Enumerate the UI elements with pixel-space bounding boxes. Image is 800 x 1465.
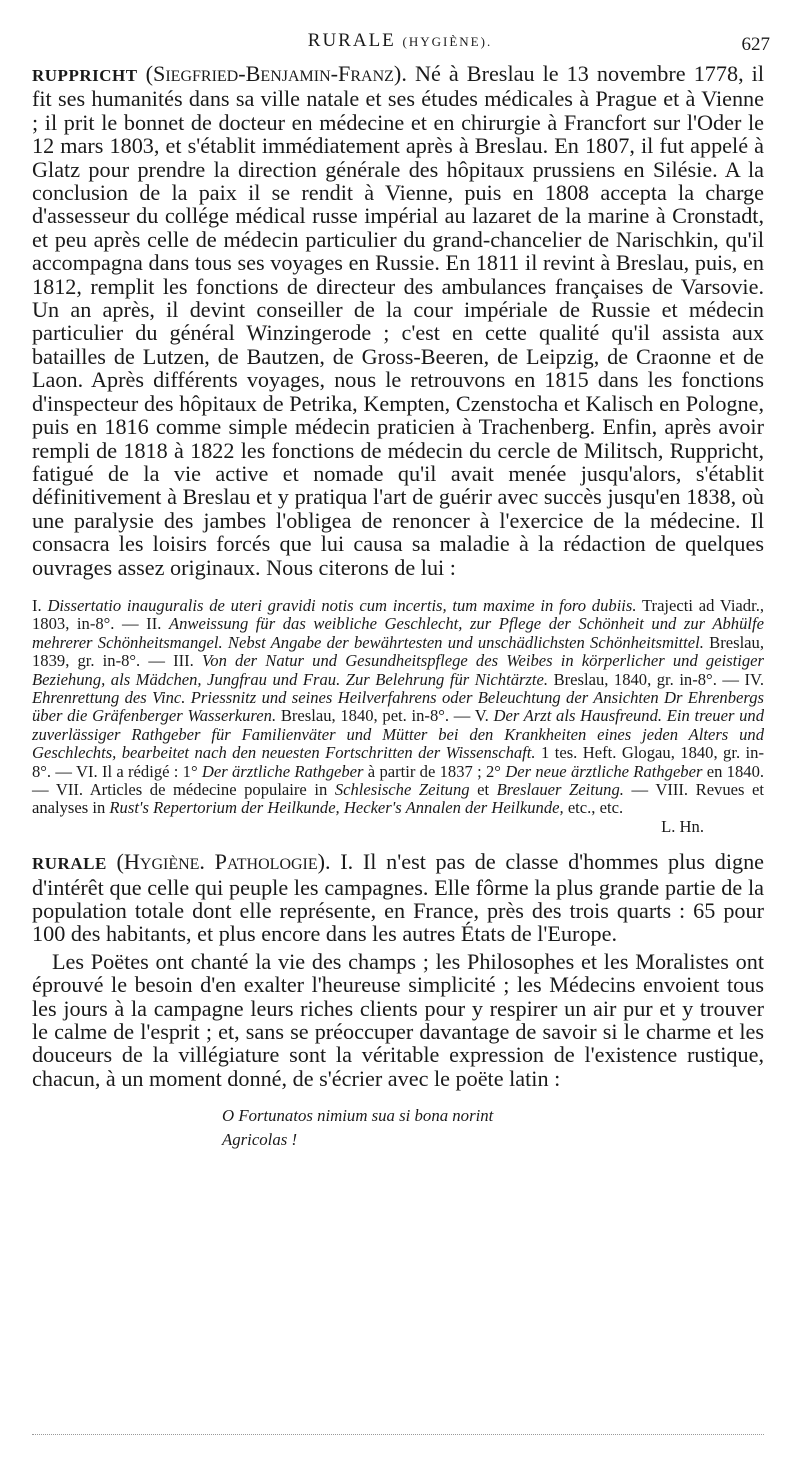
running-title <box>30 30 770 52</box>
biblio-num: III. <box>173 651 194 671</box>
biblio-details: Revues et analyses in <box>32 780 765 818</box>
biblio-details: et <box>469 780 497 799</box>
page-header <box>30 30 770 60</box>
page-number: 627 <box>741 34 770 55</box>
biblio-title: Der ärztliche Rathgeber <box>201 761 364 781</box>
biblio-title: Schlesische Zeitung <box>334 780 470 799</box>
biblio-num: II. <box>146 614 162 634</box>
bibliography <box>32 597 764 818</box>
biblio-num: VII. <box>55 780 84 799</box>
biblio-details: 1 tes. Heft. Glogau, 1840, gr. in-8°. — <box>32 743 764 781</box>
biblio-details: etc., etc. <box>563 798 624 818</box>
biblio-title: Ehrenrettung des Vinc. Priessnitz und seines Heilverfahrens oder Beleuchtung der Ansichten Dr Ehrenbergs über die Gräfenberger Wasserkuren. <box>32 687 764 726</box>
biblio-details: Trajecti ad Viadr., 1803, in-8°. — <box>32 595 764 634</box>
biblio-details: Il a rédigé : 1° <box>101 761 202 781</box>
entry-paragraph: Les Poëtes ont chanté la vie des champs ; les Philosophes et les Moralistes ont éprouvé le besoin d'en exalter l'heureuse simplicité ; les Médecins envoient tous les jours à la campagne leurs riches clients pour y respirer un air pur et y trouver le calme de l'esprit ; et, sans se préoccuper davantage de savoir si le charme et les douceurs de la villégiature sont la véritable expression de l'existence rustique, chacun, à un moment donné, de s'écrier avec le poëte latin : <box>32 948 764 1091</box>
entry-body: Né à Breslau le 13 novembre 1778, il fit ses humanités dans sa ville natale et ses études médicales à Prague et à Vienne ; il prit le bonnet de docteur en médecine et en chirurgie à Francfort sur l'Oder le 12 mars 1803, et s'établit immédiatement après à Breslau. En 1807, il fut appelé à Glatz pour prendre la direction générale des hôpitaux prussiens en Silésie. A la conclusion de la paix il se rendit à Vienne, puis en 1808 accepta la charge d'assesseur du collége médical russe impérial au lazaret de la marine à Cronstadt, et peu après celle de médecin particulier du grand-chancelier de Narischkin, qu'il accompagna dans tous ses voyages en Russie. En 1811 il revint à Breslau, puis, en 1812, remplit les fonctions de directeur des ambulances françaises de Varsovie. Un an après, il devint conseiller de la cour impériale de Russie et médecin particulier du général Winzingerode ; c'est en cette qualité qu'il assista aux batailles de Lutzen, de Bautzen, de Gross-Beeren, de Leipzig, de Craonne et de Laon. Après différents voyages, nous le retrouvons en 1815 dans les fonctions d'inspecteur des hôpitaux de Petrika, Kempten, Czenstocha et Kalisch en Pologne, puis en 1816 comme simple médecin praticien à Trachenberg. Enfin, après avoir rempli de 1818 à 1822 les fonctions de médecin du cercle de Militsch, Ruppricht, fatigué de la vie active et nomade qu'il avait menée jusqu'alors, s'établit définitivement à Breslau et y pratiqua l'art de guérir avec succès jusqu'en 1838, où une paralysie des jambes l'obligea de renoncer à l'exercice de la médecine. Il consacra les loisirs forcés que lui causa sa maladie à la rédaction de quelques ouvrages assez originaux. Nous citerons de lui : <box>32 61 765 580</box>
biblio-details: Articles de médecine populaire in <box>89 780 335 799</box>
biblio-title: Anweissung für das weibliche Geschlecht, zur Pflege der Schönheit und zur Abhülfe mehrerer Schönheitsmangel. Nebst Angabe der bewährtesten und unschädlichsten Schönheitsmittel. <box>32 614 764 652</box>
biblio-details: Breslau, 1840, gr. in-8°. — <box>553 669 745 689</box>
entry-headword: RURALE <box>32 854 107 874</box>
entry-headword: RUPPRICHT <box>32 66 138 85</box>
biblio-title: Breslauer Zeitung. <box>496 780 624 799</box>
body-text <box>32 62 764 1152</box>
biblio-title: Von der Natur und Gesundheitspflege des Weibes in körperlicher und geistiger Beziehung, als Mädchen, Jungfrau und Frau. Zur Belehrung für Nichtärzte. <box>32 651 764 689</box>
biblio-details: Breslau, 1839, gr. in-8°. — <box>32 632 764 671</box>
biblio-num: VIII. <box>655 780 689 799</box>
quote-line: Agricolas ! <box>222 1130 298 1150</box>
latin-quote <box>222 1104 764 1152</box>
running-title-sub: (HYGIÈNE). <box>402 34 493 49</box>
entry-full-names: (Siegfried-Benjamin-Franz). <box>145 61 407 86</box>
biblio-details: en 1840. — <box>32 761 765 799</box>
entry-ruppricht <box>32 62 764 579</box>
entry-body: I. Il n'est pas de classe d'hommes plus digne d'intérêt que celle qui peuple les campagnes. Elle fôrme la plus grande partie de la population totale dont elle représente, en France, près des trois quarts : 65 pour 100 des habitants, et plus encore dans les autres États de l'Europe. <box>32 849 765 947</box>
biblio-num: VI. <box>75 761 98 781</box>
bottom-rule <box>32 1434 764 1435</box>
author-initials: L. Hn. <box>661 816 704 836</box>
quote-line: O Fortunatos nimium sua si bona norint <box>222 1106 494 1126</box>
biblio-title: Der neue ärztliche Rathgeber <box>505 761 703 781</box>
biblio-details: Breslau, 1840, pet. in-8°. — <box>280 706 475 726</box>
author-signature <box>32 818 704 836</box>
running-title-main: RURALE <box>307 30 396 51</box>
entry-full-names: (Hygiène. Pathologie). <box>116 849 331 875</box>
biblio-title: Der Arzt als Hausfreund. Ein treuer und zuverlässiger Rathgeber für Familienväter und Mütter bei den Krankheiten eines jeden Alters und Geschlechts, bearbeitet nach den neuesten Fortschritten der Wissenschaft. <box>32 706 764 763</box>
biblio-title: Dissertatio inauguralis de uteri gravidi notis cum incertis, tum maxime in foro dubiis. <box>47 595 637 615</box>
biblio-details: — <box>623 780 656 799</box>
biblio-num: IV. <box>744 669 764 689</box>
biblio-title: Rust's Repertorium der Heilkunde, Hecker's Annalen der Heilkunde, <box>109 798 564 818</box>
biblio-details: à partir de 1837 ; 2° <box>363 761 506 781</box>
entry-rurale <box>32 850 764 946</box>
biblio-num: V. <box>474 706 489 726</box>
biblio-num: I. <box>32 595 42 615</box>
